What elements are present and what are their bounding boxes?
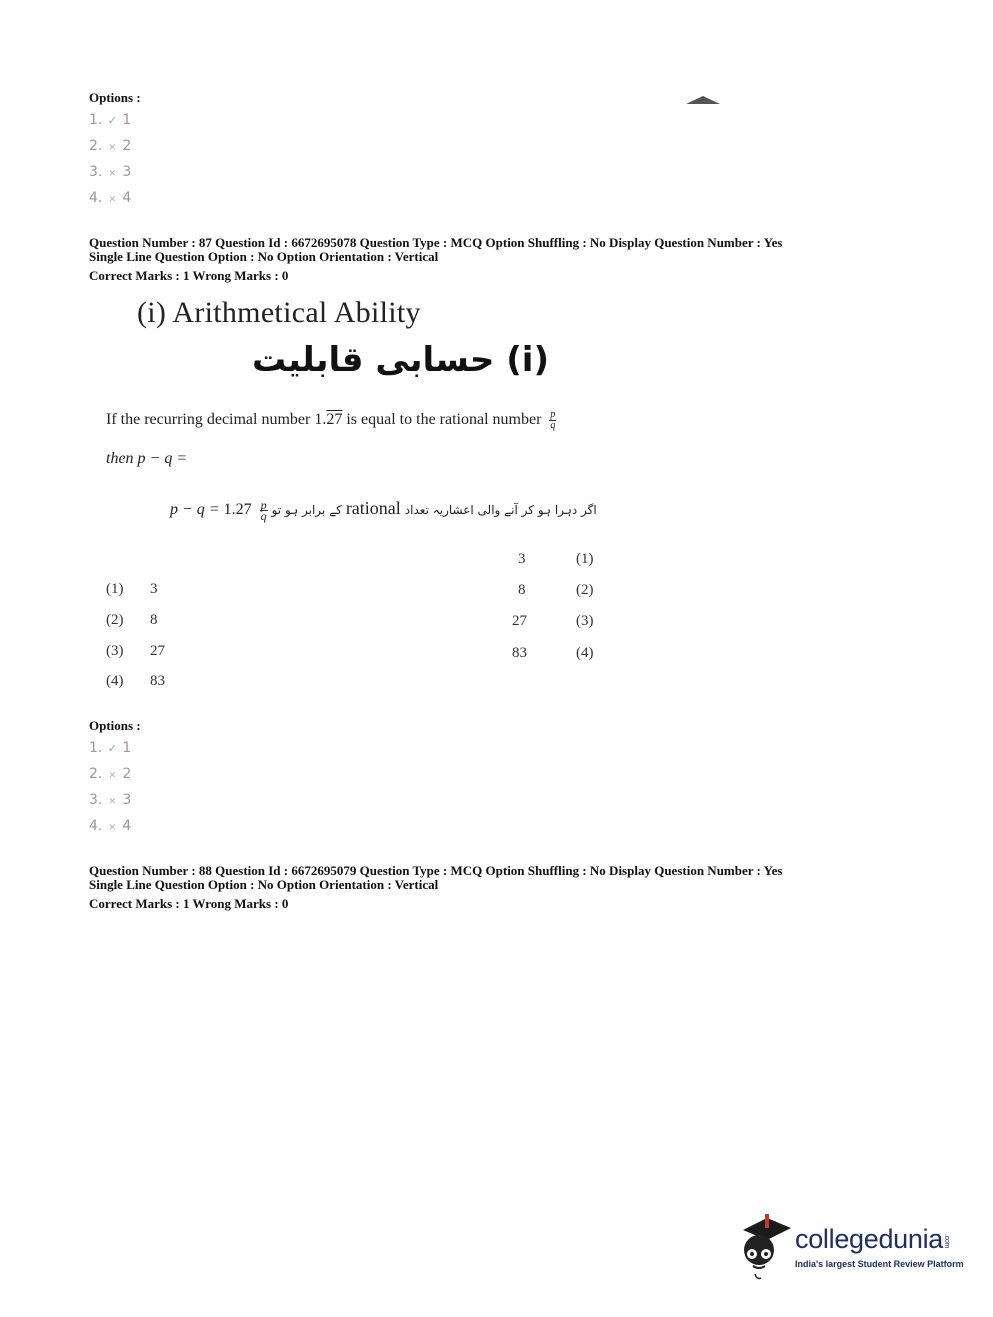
question-text: If the recurring decimal number 1.27 is equal to the rational number $\frac{p}{q}$ bbox=[106, 409, 556, 431]
answer-item: (2) 8 bbox=[106, 612, 158, 628]
question-meta-line: Question Number : 88 Question Id : 6672695079 Question Type : MCQ Option Shuffling : No Display Question Number : Yes bbox=[89, 863, 783, 878]
fraction: $\frac{p}{q}$ bbox=[550, 409, 556, 431]
cross-icon: ✕ bbox=[108, 143, 117, 153]
options-label: Options : bbox=[89, 718, 141, 733]
option-item: 4. ✕ 4 bbox=[89, 818, 132, 834]
recurring-digits: 27 bbox=[326, 411, 343, 429]
answer-item: (1) 3 bbox=[106, 581, 158, 597]
logo-tagline: India's largest Student Review Platform bbox=[795, 1259, 964, 1269]
question-meta-line: Single Line Question Option : No Option Orientation : Vertical bbox=[89, 877, 439, 892]
option-item: 2. ✕ 2 bbox=[89, 766, 132, 782]
question-meta-line: Single Line Question Option : No Option Orientation : Vertical bbox=[89, 249, 439, 264]
answer-item: (3) 27 bbox=[106, 643, 165, 659]
cross-icon: ✕ bbox=[108, 797, 117, 807]
option-item: 4. ✕ 4 bbox=[89, 190, 132, 206]
option-item: 3. ✕ 3 bbox=[89, 164, 132, 180]
answer-item: (4) 83 bbox=[106, 673, 165, 689]
answer-urdu-item: 83 (4) bbox=[512, 645, 594, 661]
marks-line: Correct Marks : 1 Wrong Marks : 0 bbox=[89, 896, 289, 911]
marks-line: Correct Marks : 1 Wrong Marks : 0 bbox=[89, 268, 289, 283]
cross-icon: ✕ bbox=[108, 195, 117, 205]
section-title: (i) Arithmetical Ability bbox=[137, 296, 421, 329]
cross-icon: ✕ bbox=[108, 169, 117, 179]
question-text-urdu: p − q = کے برابر ہو تو $\frac{p}{q}$ 1.27 rational اگر دہرا ہو کر آنے والی اعشاریہ تعداد bbox=[170, 497, 597, 523]
option-item: 1. ✓ 1 bbox=[89, 112, 132, 128]
question-text-line2: then p − q = bbox=[106, 450, 188, 467]
check-icon: ✓ bbox=[107, 742, 117, 755]
answer-urdu-item: 27 (3) bbox=[512, 613, 594, 629]
section-title-urdu: (i) حسابی قابلیت bbox=[252, 340, 549, 380]
answer-urdu-item: 3 (1) bbox=[518, 551, 594, 567]
cross-icon: ✕ bbox=[108, 823, 117, 833]
scroll-top-icon[interactable] bbox=[686, 94, 720, 106]
option-item: 3. ✕ 3 bbox=[89, 792, 132, 808]
options-label: Options : bbox=[89, 90, 141, 105]
logo-wordmark: collegedunia.com bbox=[795, 1224, 951, 1254]
question-meta-line: Question Number : 87 Question Id : 6672695078 Question Type : MCQ Option Shuffling : No Display Question Number : Yes bbox=[89, 235, 783, 250]
option-item: 1. ✓ 1 bbox=[89, 740, 132, 756]
mascot-icon bbox=[735, 1210, 795, 1282]
answer-urdu-item: 8 (2) bbox=[518, 582, 594, 598]
check-icon: ✓ bbox=[107, 114, 117, 127]
cross-icon: ✕ bbox=[108, 771, 117, 781]
collegedunia-logo[interactable] bbox=[735, 1210, 965, 1290]
option-item: 2. ✕ 2 bbox=[89, 138, 132, 154]
